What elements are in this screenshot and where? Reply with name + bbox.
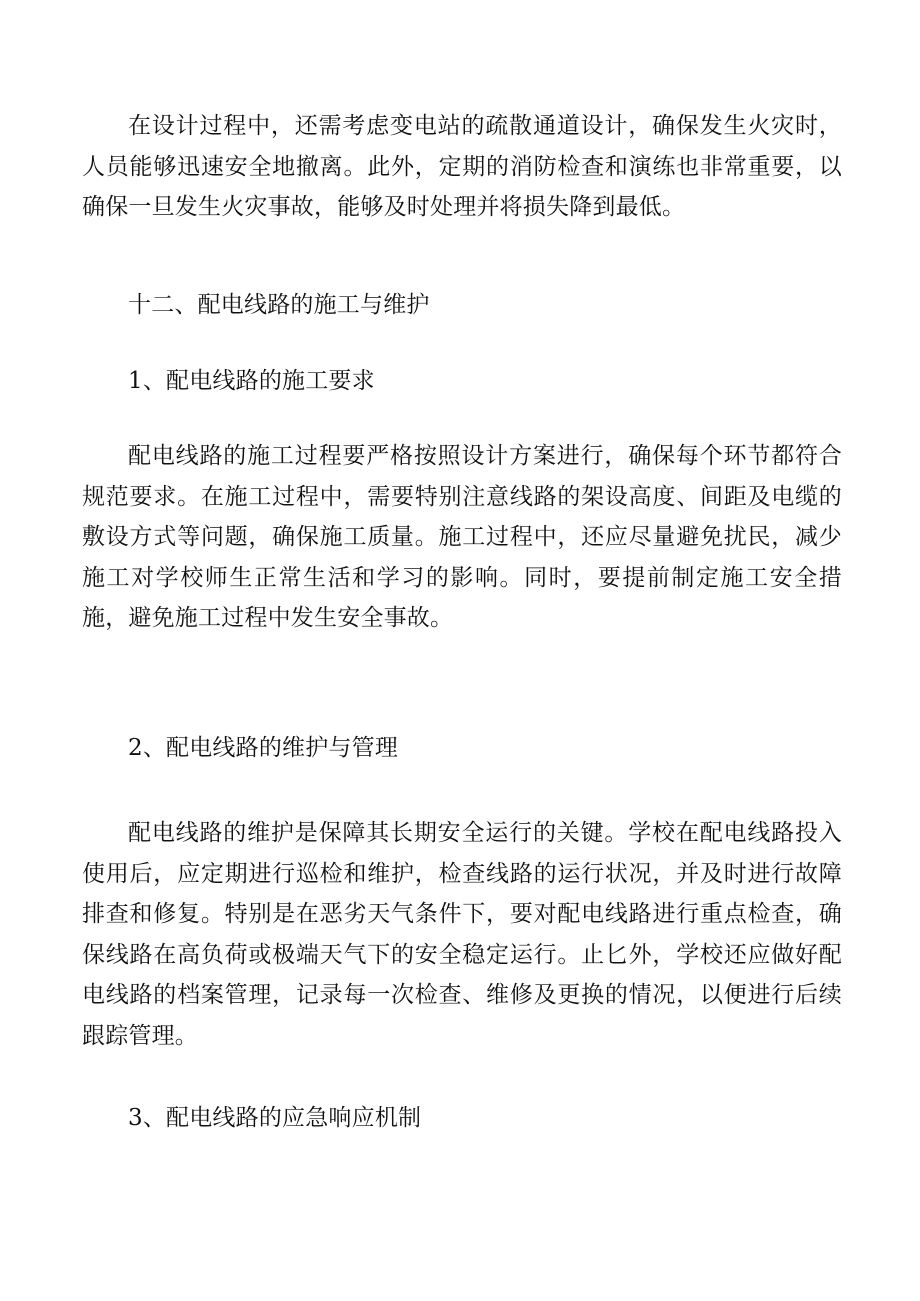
subsection-heading-1: 1、配电线路的施工要求 [128, 368, 375, 394]
paragraph-construction-requirements: 配电线路的施工过程要严格按照设计方案进行，确保每个环节都符合规范要求。在施工过程中，需要特别注意线路的架设高度、间距及电缆的敷设方式等问题，确保施工质量。施工过程中，还应尽量避免扰民，减少施工对学校师生正常生活和学习的影响。同时，要提前制定施工安全措施，避免施工过程中发生安全事故。 [82, 443, 842, 631]
paragraph-fire-evacuation: 在设计过程中，还需考虑变电站的疏散通道设计，确保发生火灾时，人员能够迅速安全地撤离。此外，定期的消防检查和演练也非常重要，以确保一旦发生火灾事故，能够及时处理并将损失降到最低。 [82, 113, 842, 220]
subsection-heading-3: 3、配电线路的应急响应机制 [128, 1105, 422, 1131]
paragraph-maintenance-management: 配电线路的维护是保障其长期安全运行的关键。学校在配电线路投入使用后，应定期进行巡检和维护，检查线路的运行状况，并及时进行故障排查和修复。特别是在恶劣天气条件下，要对配电线路进行重点检查，确保线路在高负荷或极端天气下的安全稳定运行。止匕外，学校还应做好配电线路的档案管理，记录每一次检查、维修及更换的情况，以便进行后续跟踪管理。 [82, 820, 842, 1049]
section-heading-12: 十二、配电线路的施工与维护 [128, 292, 430, 318]
subsection-heading-2: 2、配电线路的维护与管理 [128, 735, 399, 761]
